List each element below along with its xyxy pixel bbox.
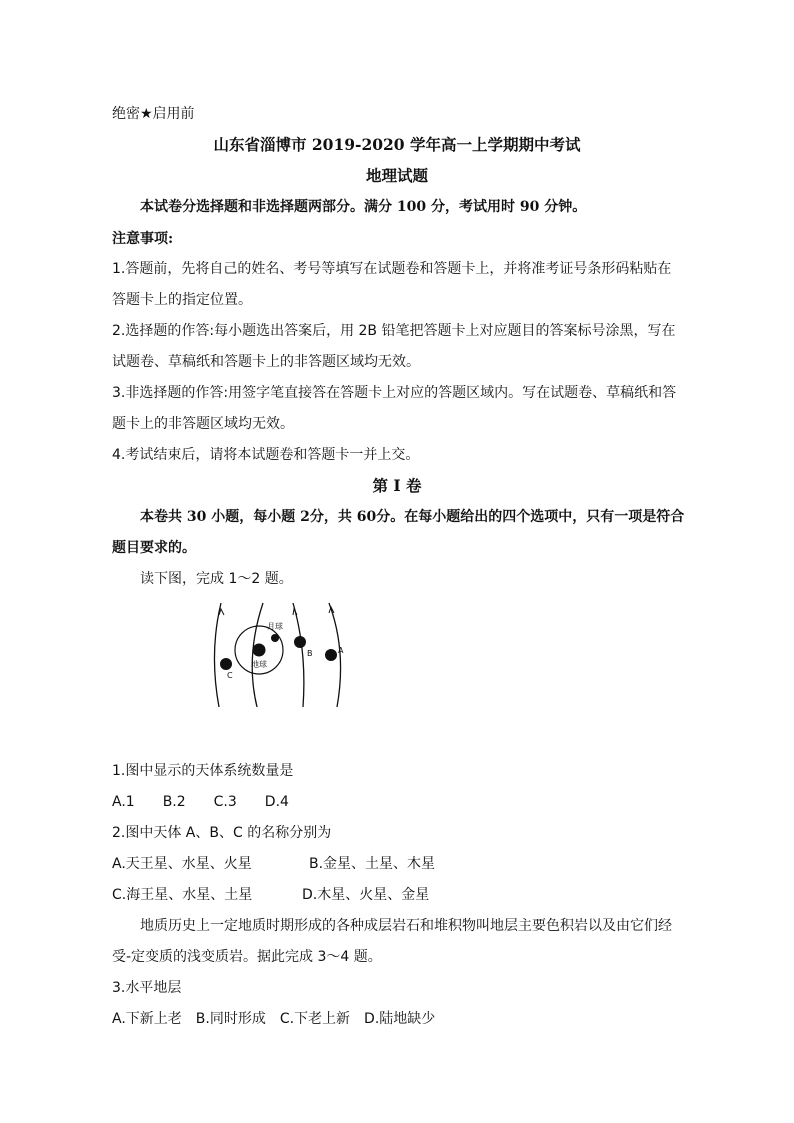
part-desc-line-1: 本卷共 30 小题，每小题 2分，共 60分。在每小题给出的四个选项中，只有一项是符合	[140, 509, 685, 525]
exam-title: 山东省淄博市 2019-2020 学年高一上学期期中考试	[213, 135, 581, 154]
orbit-c	[214, 603, 221, 707]
part-heading: 第 I 卷	[372, 476, 422, 495]
orbit-b	[293, 603, 304, 707]
notes-heading: 注意事项:	[112, 231, 174, 247]
orbit-arrow-icon	[293, 609, 297, 615]
note-2-line-2: 试题卷、草稿纸和答题卡上的非答题区域均无效。	[112, 354, 420, 370]
confidential-mark: 绝密★启用前	[112, 106, 195, 122]
moon-body	[271, 634, 279, 642]
planet-b-body	[294, 636, 306, 648]
planet-a-label: A	[338, 646, 344, 655]
note-3-line-2: 题卡上的非答题区域均无效。	[112, 416, 294, 432]
planet-a-body	[325, 649, 337, 661]
question-3: 3.水平地层	[112, 980, 182, 996]
question-1-options: A.1 B.2 C.3 D.4	[112, 794, 289, 810]
question-2-option-d: D.木星、火星、金星	[302, 887, 430, 903]
part-desc-line-2: 题目要求的。	[112, 540, 196, 556]
solar-system-diagram	[205, 601, 365, 709]
note-2-line-1: 2.选择题的作答:每小题选出答案后，用 2B 铅笔把答题卡上对应题目的答案标号涂黑，写在	[112, 323, 676, 339]
planet-c-body	[220, 658, 232, 670]
note-3-line-1: 3.非选择题的作答:用签字笔直接答在答题卡上对应的答题区域内。写在试题卷、草稿纸和答	[112, 385, 677, 401]
question-3-options: A.下新上老 B.同时形成 C.下老上新 D.陆地缺少	[112, 1011, 436, 1027]
planet-c-label: C	[227, 671, 233, 680]
note-4: 4.考试结束后，请将本试题卷和答题卡一并上交。	[112, 447, 420, 463]
question-2-option-c: C.海王星、水星、土星	[112, 887, 253, 903]
question-1: 1.图中显示的天体系统数量是	[112, 763, 294, 779]
earth-label: 地球	[251, 660, 267, 669]
note-1-line-1: 1.答题前，先将自己的姓名、考号等填写在试题卷和答题卡上，并将准考证号条形码粘贴在	[112, 261, 672, 277]
question-2-option-a: A.天王星、水星、火星	[112, 856, 252, 872]
read-figure-instruction: 读下图，完成 1～2 题。	[140, 571, 293, 587]
question-2: 2.图中天体 A、B、C 的名称分别为	[112, 825, 332, 841]
exam-subtitle: 地理试题	[365, 166, 428, 185]
exam-intro: 本试卷分选择题和非选择题两部分。满分 100 分，考试用时 90 分钟。	[140, 199, 587, 215]
note-1-line-2: 答题卡上的指定位置。	[112, 292, 252, 308]
moon-label: 月球	[267, 622, 283, 631]
passage-line-1: 地质历史上一定地质时期形成的各种成层岩石和堆积物叫地层主要色积岩以及由它们经	[140, 918, 672, 934]
earth-body	[253, 644, 266, 657]
passage-line-2: 受-定变质的浅变质岩。据此完成 3～4 题。	[112, 949, 382, 965]
question-2-option-b: B.金星、土星、木星	[309, 856, 436, 872]
planet-b-label: B	[307, 649, 313, 658]
